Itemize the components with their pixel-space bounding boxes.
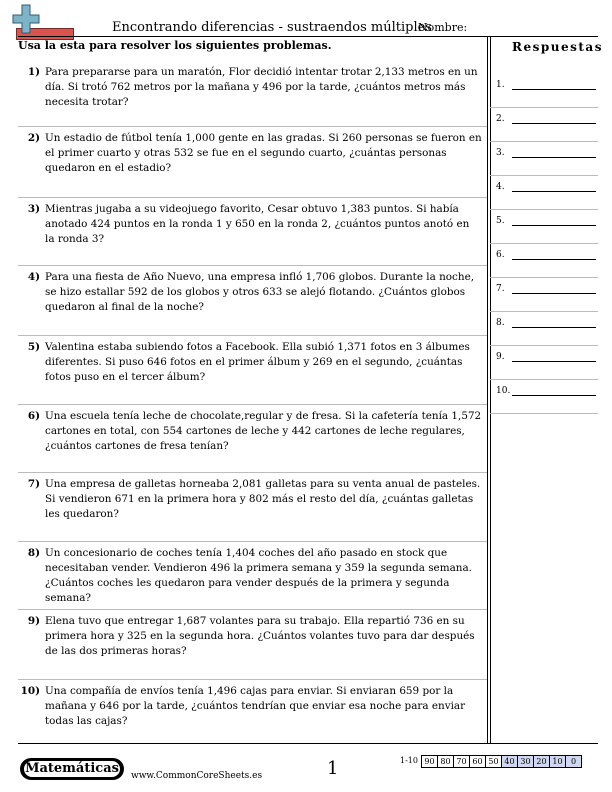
answer-line[interactable] [512,327,596,328]
answer-separator [490,277,598,278]
answer-separator [490,413,598,414]
problem-separator [18,404,487,405]
name-label: Nombre: [418,21,468,34]
answer-separator [490,141,598,142]
score-cell: 50 [486,755,502,768]
answer-separator [490,107,598,108]
score-cell: 40 [502,755,518,768]
answer-line[interactable] [512,259,596,260]
problem-number: 9) [27,615,40,627]
problem-item [20,270,482,315]
answer-blank[interactable] [496,250,596,260]
header-divider [18,36,598,37]
answer-blank[interactable] [496,114,596,124]
problem-item [20,409,482,454]
problem-number: 10) [20,685,40,697]
problem-text: Un concesionario de coches tenía 1,404 coches del año pasado en stock que necesitaban vender. Vendieron 496 la primera semana y 359 la segunda semana. ¿Cuántos coches les quedaron para vender después de la primera y segunda semana? [45,547,472,604]
answer-number: 2. [496,114,505,124]
answer-separator [490,243,598,244]
score-cell: 60 [470,755,486,768]
answer-line[interactable] [512,157,596,158]
answer-number: 8. [496,318,505,328]
answers-title: Respuestas [512,40,603,54]
problem-text: Valentina estaba subiendo fotos a Facebook. Ella subió 1,371 fotos en 3 álbumes diferentes. Si puso 646 fotos en el primer álbum y 269 en el segundo, ¿cuántas fotos puso en el tercer álbum? [45,341,470,383]
problem-separator [18,609,487,610]
plus-logo-icon [12,4,40,34]
instructions: Usa la esta para resolver los siguientes problemas. [18,39,332,52]
problem-number: 4) [27,271,40,283]
problem-text: Para prepararse para un maratón, Flor decidió intentar trotar 2,133 metros en un día. Si trotó 762 metros por la mañana y 496 por la tarde, ¿cuántos metros más necesita trotar? [45,66,478,108]
problem-separator [18,126,487,127]
problem-separator [18,679,487,680]
score-cell: 10 [550,755,566,768]
score-cell: 0 [566,755,582,768]
problem-separator [18,335,487,336]
scoring-table [397,755,582,768]
score-cell: 20 [534,755,550,768]
problem-separator [18,541,487,542]
score-cell: 70 [454,755,470,768]
answer-line[interactable] [512,293,596,294]
score-cell: 90 [421,755,438,768]
answer-blank[interactable] [496,148,596,158]
answer-separator [490,345,598,346]
website-url: www.CommonCoreSheets.es [131,771,263,781]
problem-item [20,477,482,522]
answer-number: 6. [496,250,505,260]
problem-number: 8) [27,547,40,559]
problem-number: 3) [27,203,40,215]
answer-column-divider-inner [490,36,491,743]
answer-blank[interactable] [496,318,596,328]
logo [10,4,70,38]
footer-divider [18,743,598,744]
answer-number: 7. [496,284,505,294]
score-cells [421,755,582,768]
problem-text: Una compañía de envíos tenía 1,496 cajas para enviar. Si enviaran 659 por la mañana y 646 por la tarde, ¿cuántos tendrían que enviar esa noche para enviar todas las cajas? [45,685,466,727]
problem-separator [18,472,487,473]
problem-item [20,614,482,659]
answer-line[interactable] [512,191,596,192]
answer-line[interactable] [512,361,596,362]
answer-number: 9. [496,352,505,362]
answer-number: 5. [496,216,505,226]
brand-label: Matemáticas [23,760,121,778]
problem-text: Elena tuvo que entregar 1,687 volantes para su trabajo. Ella repartió 736 en su primera hora y 325 en la segunda hora. ¿Cuántos volantes tuvo para dar después de las dos primeras horas? [45,615,475,657]
score-cell: 80 [438,755,454,768]
problem-separator [18,197,487,198]
problem-number: 6) [27,410,40,422]
problem-item [20,546,482,606]
answer-line[interactable] [512,89,596,90]
problem-number: 1) [27,66,40,78]
answer-number: 10. [496,386,511,396]
answer-number: 3. [496,148,505,158]
answer-line[interactable] [512,123,596,124]
score-label: 1-10 [400,756,418,765]
page-number: 1 [327,758,339,779]
answer-number: 4. [496,182,505,192]
answer-blank[interactable] [496,80,596,90]
problem-number: 2) [27,132,40,144]
problem-item [20,65,482,110]
answer-column-divider [487,36,488,743]
problem-text: Para una fiesta de Año Nuevo, una empresa infló 1,706 globos. Durante la noche, se hizo estallar 592 de los globos y otros 633 se alejó flotando. ¿Cuántos globos quedaron al final de la noche? [45,271,475,313]
problem-number: 7) [27,478,40,490]
score-cell: 30 [518,755,534,768]
answer-line[interactable] [512,225,596,226]
answer-blank[interactable] [496,216,596,226]
answer-blank[interactable] [496,352,596,362]
problem-text: Mientras jugaba a su videojuego favorito, Cesar obtuvo 1,383 puntos. Si había anotado 424 puntos en la ronda 1 y 650 en la ronda 2, ¿cuántos puntos anotó en la ronda 3? [45,203,470,245]
answer-blank[interactable] [496,182,596,192]
problem-separator [18,265,487,266]
answer-separator [490,311,598,312]
problem-text: Una escuela tenía leche de chocolate,regular y de fresa. Si la cafetería tenía 1,572 cartones en total, con 554 cartones de leche y 442 cartones de leche regulares, ¿cuántos cartones de fresa tenían? [45,410,482,452]
problem-text: Una empresa de galletas horneaba 2,081 galletas para su venta anual de pasteles. Si vendieron 671 en la primera hora y 802 más el resto del día, ¿cuántas galletas les quedaron? [45,478,481,520]
problem-item [20,340,482,385]
problem-item [20,131,482,176]
brand-badge [20,758,124,780]
answer-number: 1. [496,80,505,90]
answer-line[interactable] [512,395,596,396]
answer-blank[interactable] [496,284,596,294]
answer-separator [490,209,598,210]
answer-blank[interactable] [496,386,596,396]
problem-number: 5) [27,341,40,353]
worksheet-title: Encontrando diferencias - sustraendos múltiples [112,20,432,35]
answer-separator [490,379,598,380]
answer-separator [490,175,598,176]
problem-text: Un estadio de fútbol tenía 1,000 gente en las gradas. Si 260 personas se fueron en el primer cuarto y otras 532 se fue en el segundo cuarto, ¿cuántas personas quedaron en el estadio? [45,132,482,174]
problem-item [20,202,482,247]
problem-item [20,684,482,729]
